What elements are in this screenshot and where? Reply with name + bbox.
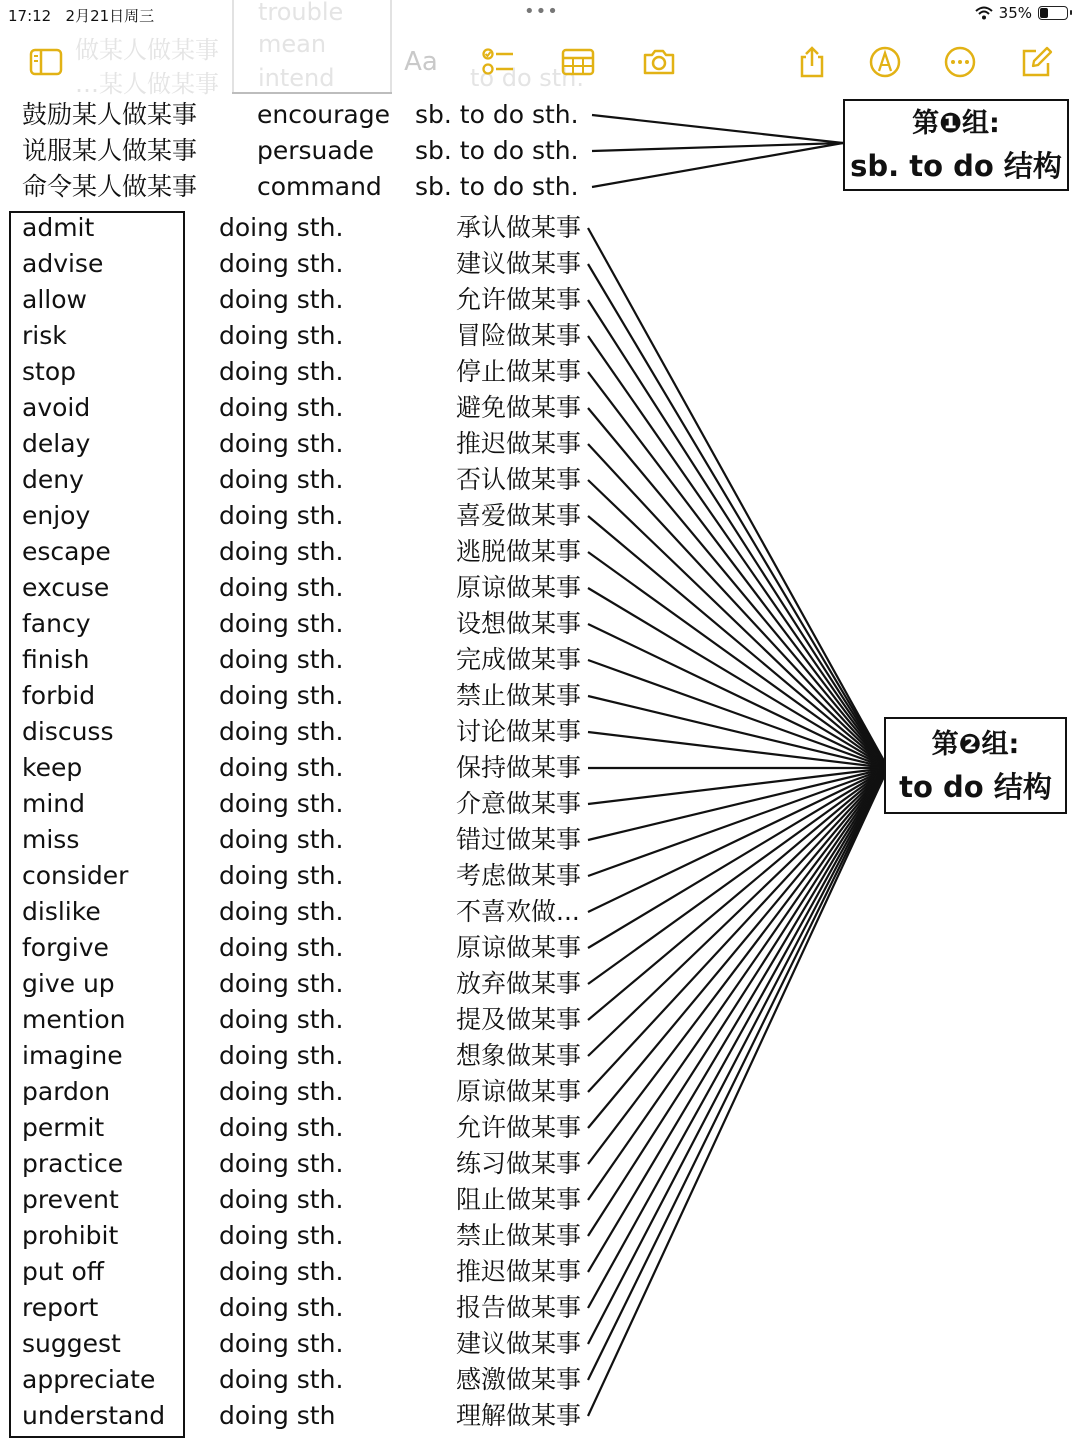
group2-verb: miss: [22, 825, 80, 854]
group2-pattern: doing sth.: [219, 717, 344, 746]
faded-text: intend: [258, 64, 335, 92]
group1-verb: encourage: [257, 100, 390, 129]
group2-pattern: doing sth.: [219, 213, 344, 242]
group2-connector-line: [588, 552, 888, 768]
group2-verb: risk: [22, 321, 67, 350]
group2-label-box: [884, 717, 1067, 814]
group2-zh: 理解做某事: [456, 1401, 582, 1430]
group2-pattern: doing sth.: [219, 1293, 344, 1322]
group2-verb: fancy: [22, 609, 91, 638]
group2-verb: understand: [22, 1401, 166, 1430]
group2-verb: mention: [22, 1005, 126, 1034]
group2-zh: 放弃做某事: [456, 969, 582, 998]
group2-zh: 禁止做某事: [456, 681, 582, 710]
group2-pattern: doing sth.: [219, 825, 344, 854]
group1-zh: 命令某人做某事: [22, 172, 198, 201]
group1-pattern: sb. to do sth.: [415, 136, 579, 165]
group2-verb: prohibit: [22, 1221, 119, 1250]
group2-verb: forbid: [22, 681, 96, 710]
group2-connector-line: [588, 768, 888, 1200]
group2-verb: finish: [22, 645, 90, 674]
group2-verb: consider: [22, 861, 129, 890]
group2-verb: advise: [22, 249, 104, 278]
group1-label-title: 第❶组:: [912, 108, 1000, 139]
group2-verb: suggest: [22, 1329, 121, 1358]
group2-verb: dislike: [22, 897, 101, 926]
group2-zh: 禁止做某事: [456, 1221, 582, 1250]
group2-zh: 否认做某事: [456, 465, 582, 494]
group2-connector-line: [588, 732, 888, 768]
group2-verb: appreciate: [22, 1365, 156, 1394]
group2-pattern: doing sth.: [219, 537, 344, 566]
group2-verb: keep: [22, 753, 83, 782]
group2-verb: enjoy: [22, 501, 91, 530]
group2-connector-line: [588, 588, 888, 768]
group2-zh: 原谅做某事: [456, 1077, 582, 1106]
group2-connector-line: [588, 768, 888, 1308]
group2-zh: 建议做某事: [456, 249, 582, 278]
group2-verb: deny: [22, 465, 84, 494]
group2-zh: 不喜欢做...: [456, 897, 580, 926]
group1-verb: command: [257, 172, 382, 201]
group2-pattern: doing sth.: [219, 897, 344, 926]
group2-pattern: doing sth.: [219, 1329, 344, 1358]
group2-verb: discuss: [22, 717, 114, 746]
group2-zh: 推迟做某事: [456, 429, 582, 458]
group2-pattern: doing sth.: [219, 249, 344, 278]
group2-zh: 考虑做某事: [456, 861, 582, 890]
group2-connector-line: [588, 768, 888, 1056]
group2-zh: 推迟做某事: [456, 1257, 582, 1286]
group1-zh: 鼓励某人做某事: [22, 100, 198, 129]
group2-zh: 完成做某事: [456, 645, 582, 674]
group2-connector-line: [588, 768, 888, 1344]
group2-verb: stop: [22, 357, 76, 386]
group2-pattern: doing sth.: [219, 1113, 344, 1142]
group2-zh: 阻止做某事: [456, 1185, 582, 1214]
group1-connector-line: [592, 115, 843, 143]
group2-connector-line: [588, 480, 888, 768]
group2-connector-line: [588, 768, 888, 1092]
group2-verb: delay: [22, 429, 91, 458]
group2-pattern: doing sth.: [219, 969, 344, 998]
group2-connector-line: [588, 768, 888, 1272]
group2-label-title: 第❷组:: [931, 729, 1020, 760]
group2-zh: 报告做某事: [456, 1293, 582, 1322]
faded-text: 做某人做某事: [75, 36, 219, 64]
group2-pattern: doing sth.: [219, 465, 344, 494]
group2-zh: 建议做某事: [456, 1329, 582, 1358]
group2-pattern: doing sth.: [219, 681, 344, 710]
group2-connector-line: [588, 228, 888, 768]
group2-verb: report: [22, 1293, 99, 1322]
group2-zh: 冒险做某事: [456, 321, 582, 350]
group2-connector-line: [588, 264, 888, 768]
group2-zh: 保持做某事: [456, 753, 582, 782]
group2-verb: permit: [22, 1113, 105, 1142]
group1-pattern: sb. to do sth.: [415, 100, 579, 129]
group2-zh: 避免做某事: [456, 393, 582, 422]
group2-connector-line: [588, 300, 888, 768]
group2-pattern: doing sth.: [219, 1041, 344, 1070]
format-button[interactable]: Aa: [404, 47, 438, 77]
multitask-dots-icon[interactable]: •••: [524, 1, 559, 22]
group2-pattern: doing sth.: [219, 1221, 344, 1250]
group2-zh: 原谅做某事: [456, 573, 582, 602]
group2-zh: 停止做某事: [456, 357, 582, 386]
group2-pattern: doing sth.: [219, 393, 344, 422]
group1-zh: 说服某人做某事: [22, 136, 198, 165]
group2-verb: excuse: [22, 573, 110, 602]
group2-connector-line: [588, 768, 888, 1236]
group2-pattern: doing sth.: [219, 933, 344, 962]
group2-verb: pardon: [22, 1077, 111, 1106]
group2-zh: 允许做某事: [456, 1113, 582, 1142]
group2-pattern: doing sth.: [219, 1365, 344, 1394]
group2-pattern: doing sth.: [219, 429, 344, 458]
group2-zh: 错过做某事: [456, 825, 582, 854]
group2-zh: 承认做某事: [456, 213, 582, 242]
group2-verb: prevent: [22, 1185, 119, 1214]
group2-verb: give up: [22, 969, 115, 998]
group2-pattern: doing sth.: [219, 1005, 344, 1034]
group1-label-box: [843, 99, 1069, 191]
group2-zh: 喜爱做某事: [456, 501, 582, 530]
group2-pattern: doing sth.: [219, 573, 344, 602]
group2-verb: forgive: [22, 933, 109, 962]
group2-zh: 想象做某事: [456, 1041, 582, 1070]
group2-zh: 讨论做某事: [456, 717, 582, 746]
group2-zh: 提及做某事: [456, 1005, 582, 1034]
group1-verb: persuade: [257, 136, 374, 165]
group2-pattern: doing sth.: [219, 501, 344, 530]
group2-pattern: doing sth: [219, 1401, 336, 1430]
group2-pattern: doing sth.: [219, 861, 344, 890]
group2-verb: allow: [22, 285, 87, 314]
group2-connector-line: [588, 444, 888, 768]
group2-zh: 允许做某事: [456, 285, 582, 314]
group2-verb: mind: [22, 789, 86, 818]
group2-verb: avoid: [22, 393, 91, 422]
group2-zh: 练习做某事: [456, 1149, 582, 1178]
group2-zh: 逃脱做某事: [456, 537, 582, 566]
group2-connector-line: [588, 336, 888, 768]
group2-zh: 感激做某事: [456, 1365, 582, 1394]
group2-connector-line: [588, 372, 888, 768]
group2-verb: practice: [22, 1149, 124, 1178]
group2-pattern: doing sth.: [219, 1149, 344, 1178]
group2-pattern: doing sth.: [219, 357, 344, 386]
status-time: 17:12 2月21日周三: [8, 7, 155, 25]
group2-connector-line: [588, 768, 888, 1416]
group2-pattern: doing sth.: [219, 789, 344, 818]
group2-pattern: doing sth.: [219, 609, 344, 638]
group2-verb: escape: [22, 537, 111, 566]
status-date: 2月21日周三: [65, 7, 155, 25]
group2-pattern: doing sth.: [219, 1257, 344, 1286]
faded-text: …某人做某事: [75, 70, 219, 98]
group2-pattern: doing sth.: [219, 753, 344, 782]
group2-verb: imagine: [22, 1041, 123, 1070]
group2-connector-line: [588, 768, 888, 984]
group2-connector-line: [588, 768, 888, 804]
group2-verb: put off: [22, 1257, 104, 1286]
group1-pattern: sb. to do sth.: [415, 172, 579, 201]
group2-verb: admit: [22, 213, 95, 242]
faded-text: to do sth.: [470, 64, 585, 92]
group2-pattern: doing sth.: [219, 1185, 344, 1214]
group2-zh: 介意做某事: [456, 789, 582, 818]
group2-pattern: doing sth.: [219, 645, 344, 674]
group1-label-sub: sb. to do 结构: [850, 149, 1062, 183]
faded-text: trouble: [258, 0, 344, 26]
faded-text: mean: [258, 30, 327, 58]
group2-label-sub: to do 结构: [899, 770, 1052, 804]
group2-zh: 设想做某事: [456, 609, 582, 638]
battery-percent: 35%: [998, 4, 1032, 22]
group2-pattern: doing sth.: [219, 321, 344, 350]
group2-pattern: doing sth.: [219, 285, 344, 314]
group2-connector-line: [588, 768, 888, 1164]
group2-pattern: doing sth.: [219, 1077, 344, 1106]
group2-zh: 原谅做某事: [456, 933, 582, 962]
